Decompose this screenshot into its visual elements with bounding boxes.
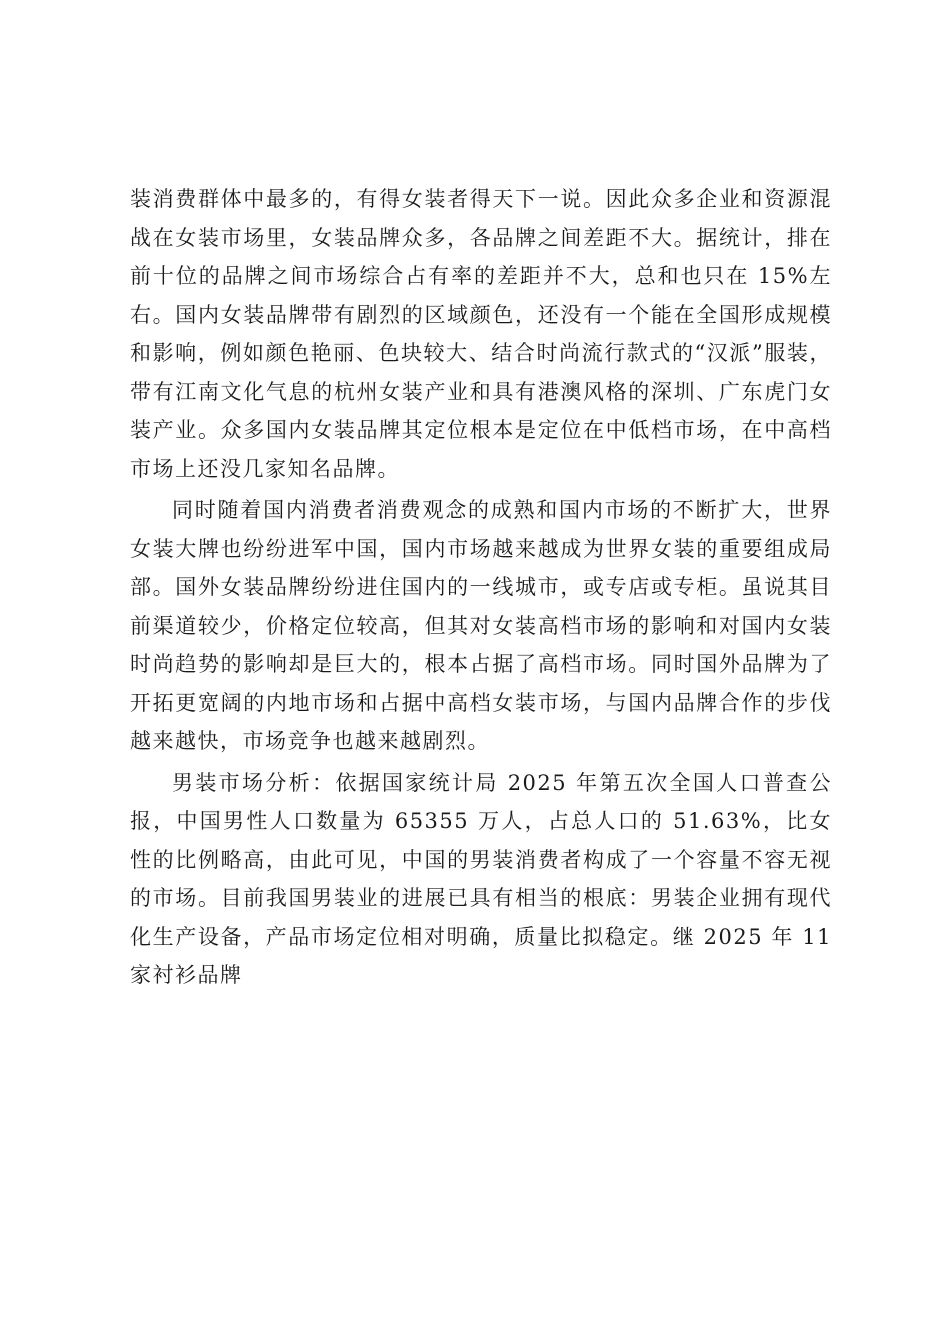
paragraph-womenswear-market: 装消费群体中最多的，有得女装者得天下一说。因此众多企业和资源混战在女装市场里，女装品牌众多，各品牌之间差距不大。据统计，排在前十位的品牌之间市场综合占有率的差距并不大，总和也只在 15%左右。国内女装品牌带有剧烈的区域颜色，还没有一个能在全国形成规模和影响，例如颜色艳丽、色块较大、结合时尚流行款式的“汉派”服装，带有江南文化气息的杭州女装产业和具有港澳风格的深圳、广东虎门女装产业。众多国内女装品牌其定位根本是定位在中低档市场，在中高档市场上还没几家知名品牌。 xyxy=(130,187,832,481)
paragraph-foreign-brands: 同时随着国内消费者消费观念的成熟和国内市场的不断扩大，世界女装大牌也纷纷进军中国，国内市场越来越成为世界女装的重要组成局部。国外女装品牌纷纷进住国内的一线城市，或专店或专柜。虽说其目前渠道较少，价格定位较高，但其对女装高档市场的影响和对国内女装时尚趋势的影响却是巨大的，根本占据了高档市场。同时国外品牌为了开拓更宽阔的内地市场和占据中高档女装市场，与国内品牌合作的步伐越来越快，市场竞争也越来越剧烈。 xyxy=(130,498,832,753)
paragraph-menswear-market: 男装市场分析：依据国家统计局 2025 年第五次全国人口普查公报，中国男性人口数量为 65355 万人，占总人口的 51.63%，比女性的比例略高，由此可见，中国的男装消费者构成了一个容量不容无视的市场。目前我国男装业的进展已具有相当的根底：男装企业拥有现代化生产设备，产品市场定位相对明确，质量比拟稳定。继 2025 年 11 家衬衫品牌 xyxy=(130,770,832,987)
document-body xyxy=(130,180,832,995)
